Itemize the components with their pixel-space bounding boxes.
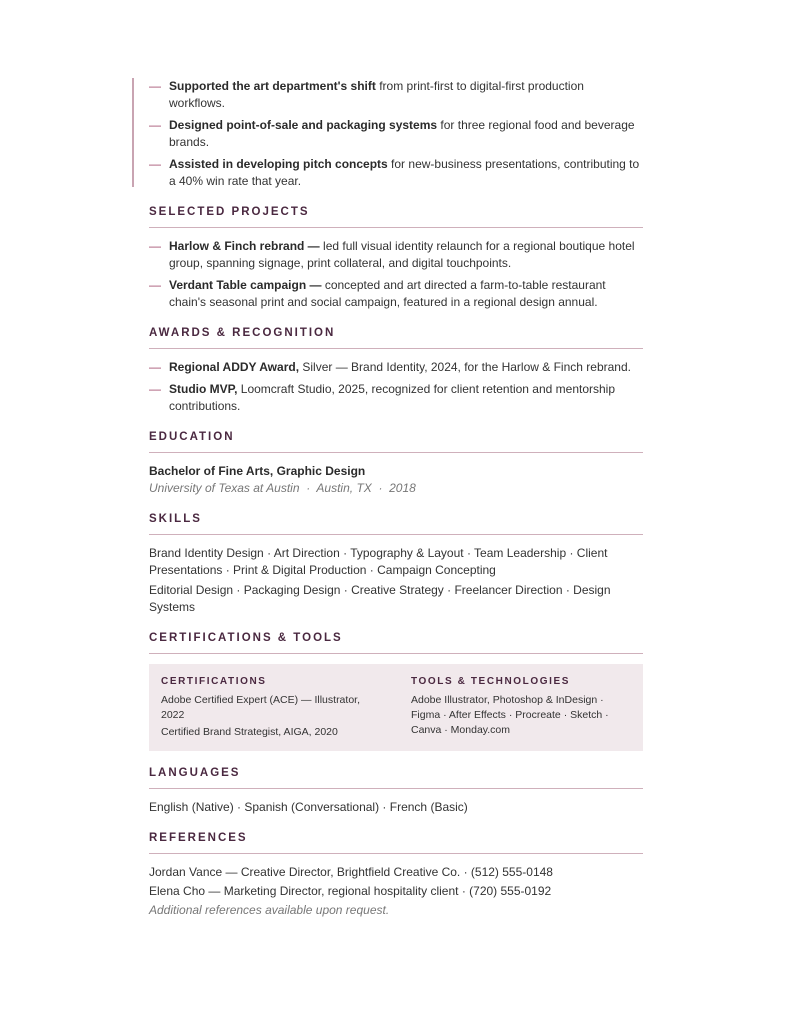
section-title: SKILLS xyxy=(149,511,643,535)
references-section xyxy=(149,830,643,919)
experience-bullet: — Supported the art department's shift from print-first to digital-first production workflows. xyxy=(149,79,584,110)
languages-list: English (Native) · Spanish (Conversational) · French (Basic) xyxy=(149,800,468,814)
awards-section xyxy=(149,325,643,415)
column-heading: CERTIFICATIONS xyxy=(161,676,267,687)
certifications-column xyxy=(161,674,381,742)
resume-content xyxy=(149,78,643,919)
column-heading: TOOLS & TECHNOLOGIES xyxy=(411,676,571,687)
reference-item: Jordan Vance — Creative Director, Brightfield Creative Co. · (512) 555-0148 xyxy=(149,865,553,879)
reference-item: Elena Cho — Marketing Director, regional hospitality client · (720) 555-0192 xyxy=(149,884,552,898)
section-title: EDUCATION xyxy=(149,429,643,453)
experience-bullet: — Assisted in developing pitch concepts for new-business presentations, contributing to a 40% win rate that year. xyxy=(149,157,640,188)
section-title: LANGUAGES xyxy=(149,765,643,789)
section-title: SELECTED PROJECTS xyxy=(149,204,643,228)
skills-section xyxy=(149,511,643,616)
projects-section xyxy=(149,204,643,311)
references-note: Additional references available upon request. xyxy=(149,903,390,917)
tools-list: Adobe Illustrator, Photoshop & InDesign · Figma · After Effects · Procreate · Sketch · Canva · Monday.com xyxy=(411,694,609,736)
education-section xyxy=(149,429,643,497)
project-item: — Verdant Table campaign — concepted and art directed a farm-to-table restaurant chain's seasonal print and social campaign, featured in a regional design annual. xyxy=(149,278,606,309)
experience-bullet: — Designed point-of-sale and packaging systems for three regional food and beverage brands. xyxy=(149,118,635,149)
award-item: — Studio MVP, Loomcraft Studio, 2025, recognized for client retention and mentorship contributions. xyxy=(149,382,616,413)
section-title: AWARDS & RECOGNITION xyxy=(149,325,643,349)
experience-bullets xyxy=(149,78,643,190)
languages-section xyxy=(149,765,643,816)
certification-item: Certified Brand Strategist, AIGA, 2020 xyxy=(161,726,338,738)
tools-column xyxy=(411,674,631,742)
section-title: REFERENCES xyxy=(149,830,643,854)
skills-line: Brand Identity Design · Art Direction · Typography & Layout · Team Leadership · Client Presentations · Print & Digital Production · Campaign Concepting xyxy=(149,546,608,577)
experience-accent-bar xyxy=(132,78,134,187)
certifications-section xyxy=(149,630,643,751)
skills-line: Editorial Design · Packaging Design · Creative Strategy · Freelancer Direction · Design Systems xyxy=(149,583,611,614)
section-title: CERTIFICATIONS & TOOLS xyxy=(149,630,643,654)
project-item: — Harlow & Finch rebrand — led full visual identity relaunch for a regional boutique hotel group, spanning signage, print collateral, and digital touchpoints. xyxy=(149,239,635,270)
degree: Bachelor of Fine Arts, Graphic Design xyxy=(149,464,366,478)
certification-item: Adobe Certified Expert (ACE) — Illustrator, 2022 xyxy=(161,694,360,721)
education-meta: University of Texas at Austin · Austin, TX · 2018 xyxy=(149,481,416,495)
certifications-box xyxy=(149,664,643,751)
award-item: — Regional ADDY Award, Silver — Brand Identity, 2024, for the Harlow & Finch rebrand. xyxy=(149,360,631,374)
